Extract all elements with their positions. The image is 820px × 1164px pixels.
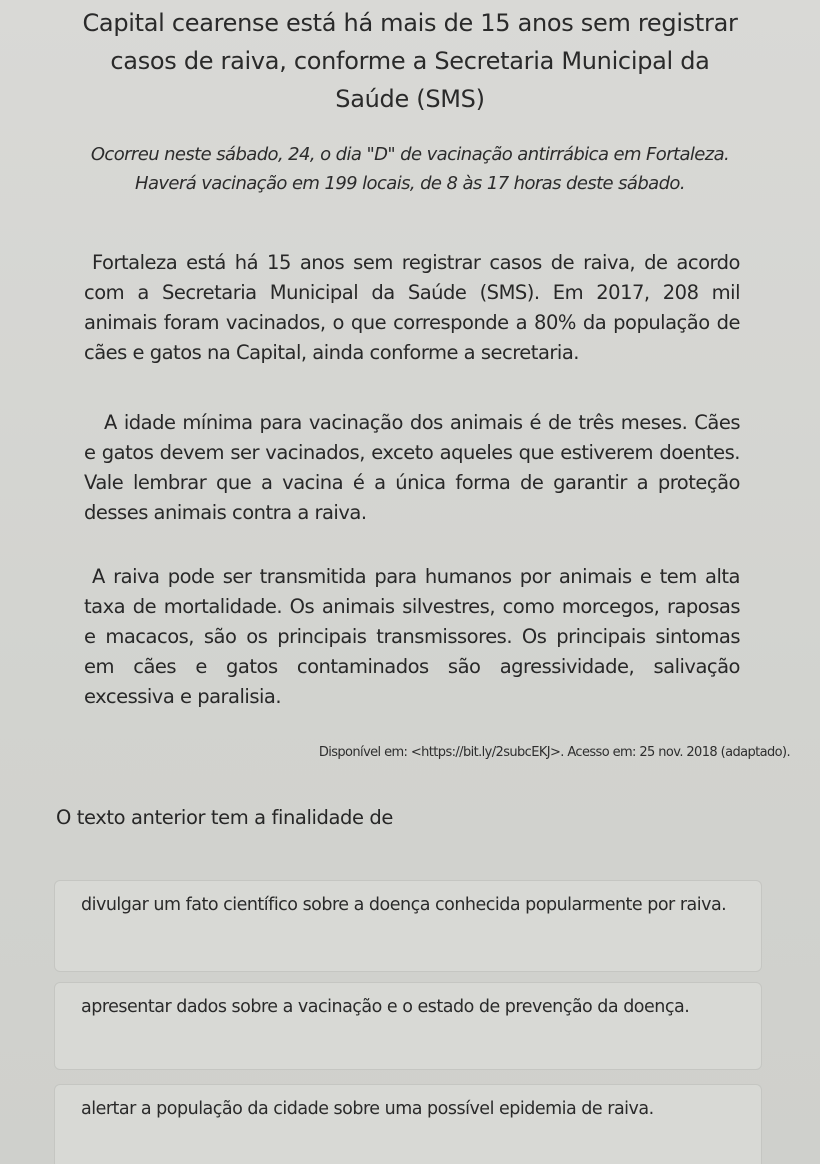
- article-paragraph-1: Fortaleza está há 15 anos sem registrar casos de raiva, de acordo com a Secretaria Municipal da Saúde (SMS). Em 2017, 208 mil animais foram vacinados, o que corresponde a 80% da população de cães e gatos na Capital, ainda conforme a secretaria.: [84, 251, 740, 364]
- article-title: Capital cearense está há mais de 15 anos sem registrar casos de raiva, conforme a Secretaria Municipal da Saúde (SMS): [82, 9, 738, 113]
- article-lead: Ocorreu neste sábado, 24, o dia "D" de vacinação antirrábica em Fortaleza. Haverá vacinação em 199 locais, de 8 às 17 horas deste sábado.: [90, 144, 730, 194]
- article-paragraph-2: A idade mínima para vacinação dos animais é de três meses. Cães e gatos devem ser vacinados, exceto aqueles que estiverem doentes. Vale lembrar que a vacina é a única forma de garantir a proteção desses animais contra a raiva.: [84, 411, 740, 524]
- answer-option-2[interactable]: apresentar dados sobre a vacinação e o estado de prevenção da doença.: [54, 982, 762, 1070]
- answer-option-1[interactable]: divulgar um fato científico sobre a doença conhecida popularmente por raiva.: [54, 880, 762, 972]
- source-citation: Disponível em: <https://bit.ly/2subcEKJ>. Acesso em: 25 nov. 2018 (adaptado).: [318, 745, 790, 760]
- article-paragraph-3: A raiva pode ser transmitida para humanos por animais e tem alta taxa de mortalidade. Os animais silvestres, como morcegos, raposas e macacos, são os principais transmissores. Os principais sintomas em cães e gatos contaminados são agressividade, salivação excessiva e paralisia.: [84, 565, 740, 708]
- question-prompt: O texto anterior tem a finalidade de: [56, 806, 393, 829]
- answer-option-3[interactable]: alertar a população da cidade sobre uma possível epidemia de raiva.: [54, 1084, 762, 1164]
